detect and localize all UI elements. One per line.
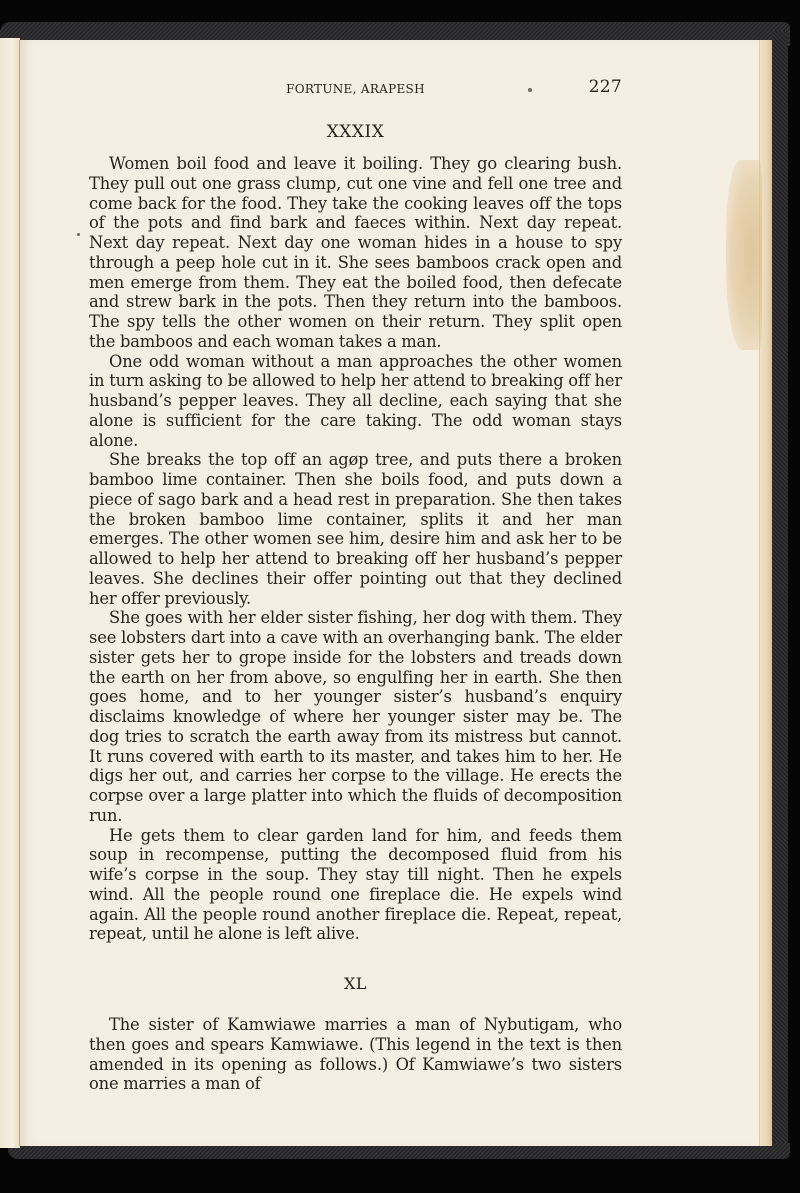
water-stain	[726, 160, 762, 350]
dust-speck	[77, 233, 80, 236]
paragraph: She breaks the top off an agøp tree, and puts there a broken bamboo lime container. Then she boils food, and puts down a piece of sago bark and a head rest in preparation. She then takes the broken bamboo lime container, splits it and her man emerges. The other women see him, desire him and ask her to be allowed to help her attend to breaking off her husband’s pepper leaves. She declines their offer pointing out that they declined her offer previously.	[89, 450, 622, 608]
paragraph: He gets them to clear garden land for him, and feeds them soup in recompense, putting the decomposed fluid from his wife’s corpse in the soup. They stay till night. Then he expels wind. All the people round one fireplace die. He expels wind again. All the people round another fireplace die. Repeat, repeat, repeat, until he alone is left alive.	[89, 825, 622, 944]
book-cover-right-edge	[772, 30, 788, 1155]
running-head	[89, 76, 622, 104]
paragraph: The sister of Kamwiawe marries a man of Nybutigam, who then goes and spears Kamwiawe. (This legend in the text is then amended in its opening as follows.) Of Kamwiawe’s two sisters one marries a man of	[89, 1015, 622, 1094]
page-text	[89, 76, 622, 1094]
section-heading: XXXIX	[326, 122, 385, 142]
page-number: 227	[588, 77, 622, 97]
running-head-title: FORTUNE, ARAPESH	[286, 82, 425, 96]
paragraph: She goes with her elder sister fishing, her dog with them. They see lobsters dart into a cave with an overhanging bank. The elder sister gets her to grope inside for the lobsters and treads down the earth on her from above, so engulfing her in earth. She then goes home, and to her younger sister’s husband’s enquiry disclaims knowledge of where her younger sister may be. The dog tries to scratch the earth away from its mistress but cannot. It runs covered with earth to its master, and takes him to her. He digs her out, and carries her corpse to the village. He erects the corpse over a large platter into which the fluids of decomposition run.	[89, 608, 622, 825]
paragraph: One odd woman without a man approaches the other women in turn asking to be allowed to help her attend to breaking off her husband’s pepper leaves. They all decline, each saying that she alone is sufficient for the care taking. The odd woman stays alone.	[89, 351, 622, 450]
section-heading: XL	[343, 974, 367, 993]
section-xl	[89, 974, 622, 1094]
section-xxxix	[89, 122, 622, 944]
paragraph: Women boil food and leave it boiling. They go clearing bush. They pull out one grass clump, cut one vine and fell one tree and come back for the food. They take the cooking leaves off the tops of the pots and find bark and faeces within. Next day repeat. Next day repeat. Next day one woman hides in a house to spy through a peep hole cut in it. She sees bamboos crack open and men emerge from them. They eat the boiled food, then defecate and strew bark in the pots. Then they return into the bamboos. The spy tells the other women on their return. They split open the bamboos and each woman takes a man.	[89, 154, 622, 351]
previous-page-edge	[0, 38, 20, 1148]
